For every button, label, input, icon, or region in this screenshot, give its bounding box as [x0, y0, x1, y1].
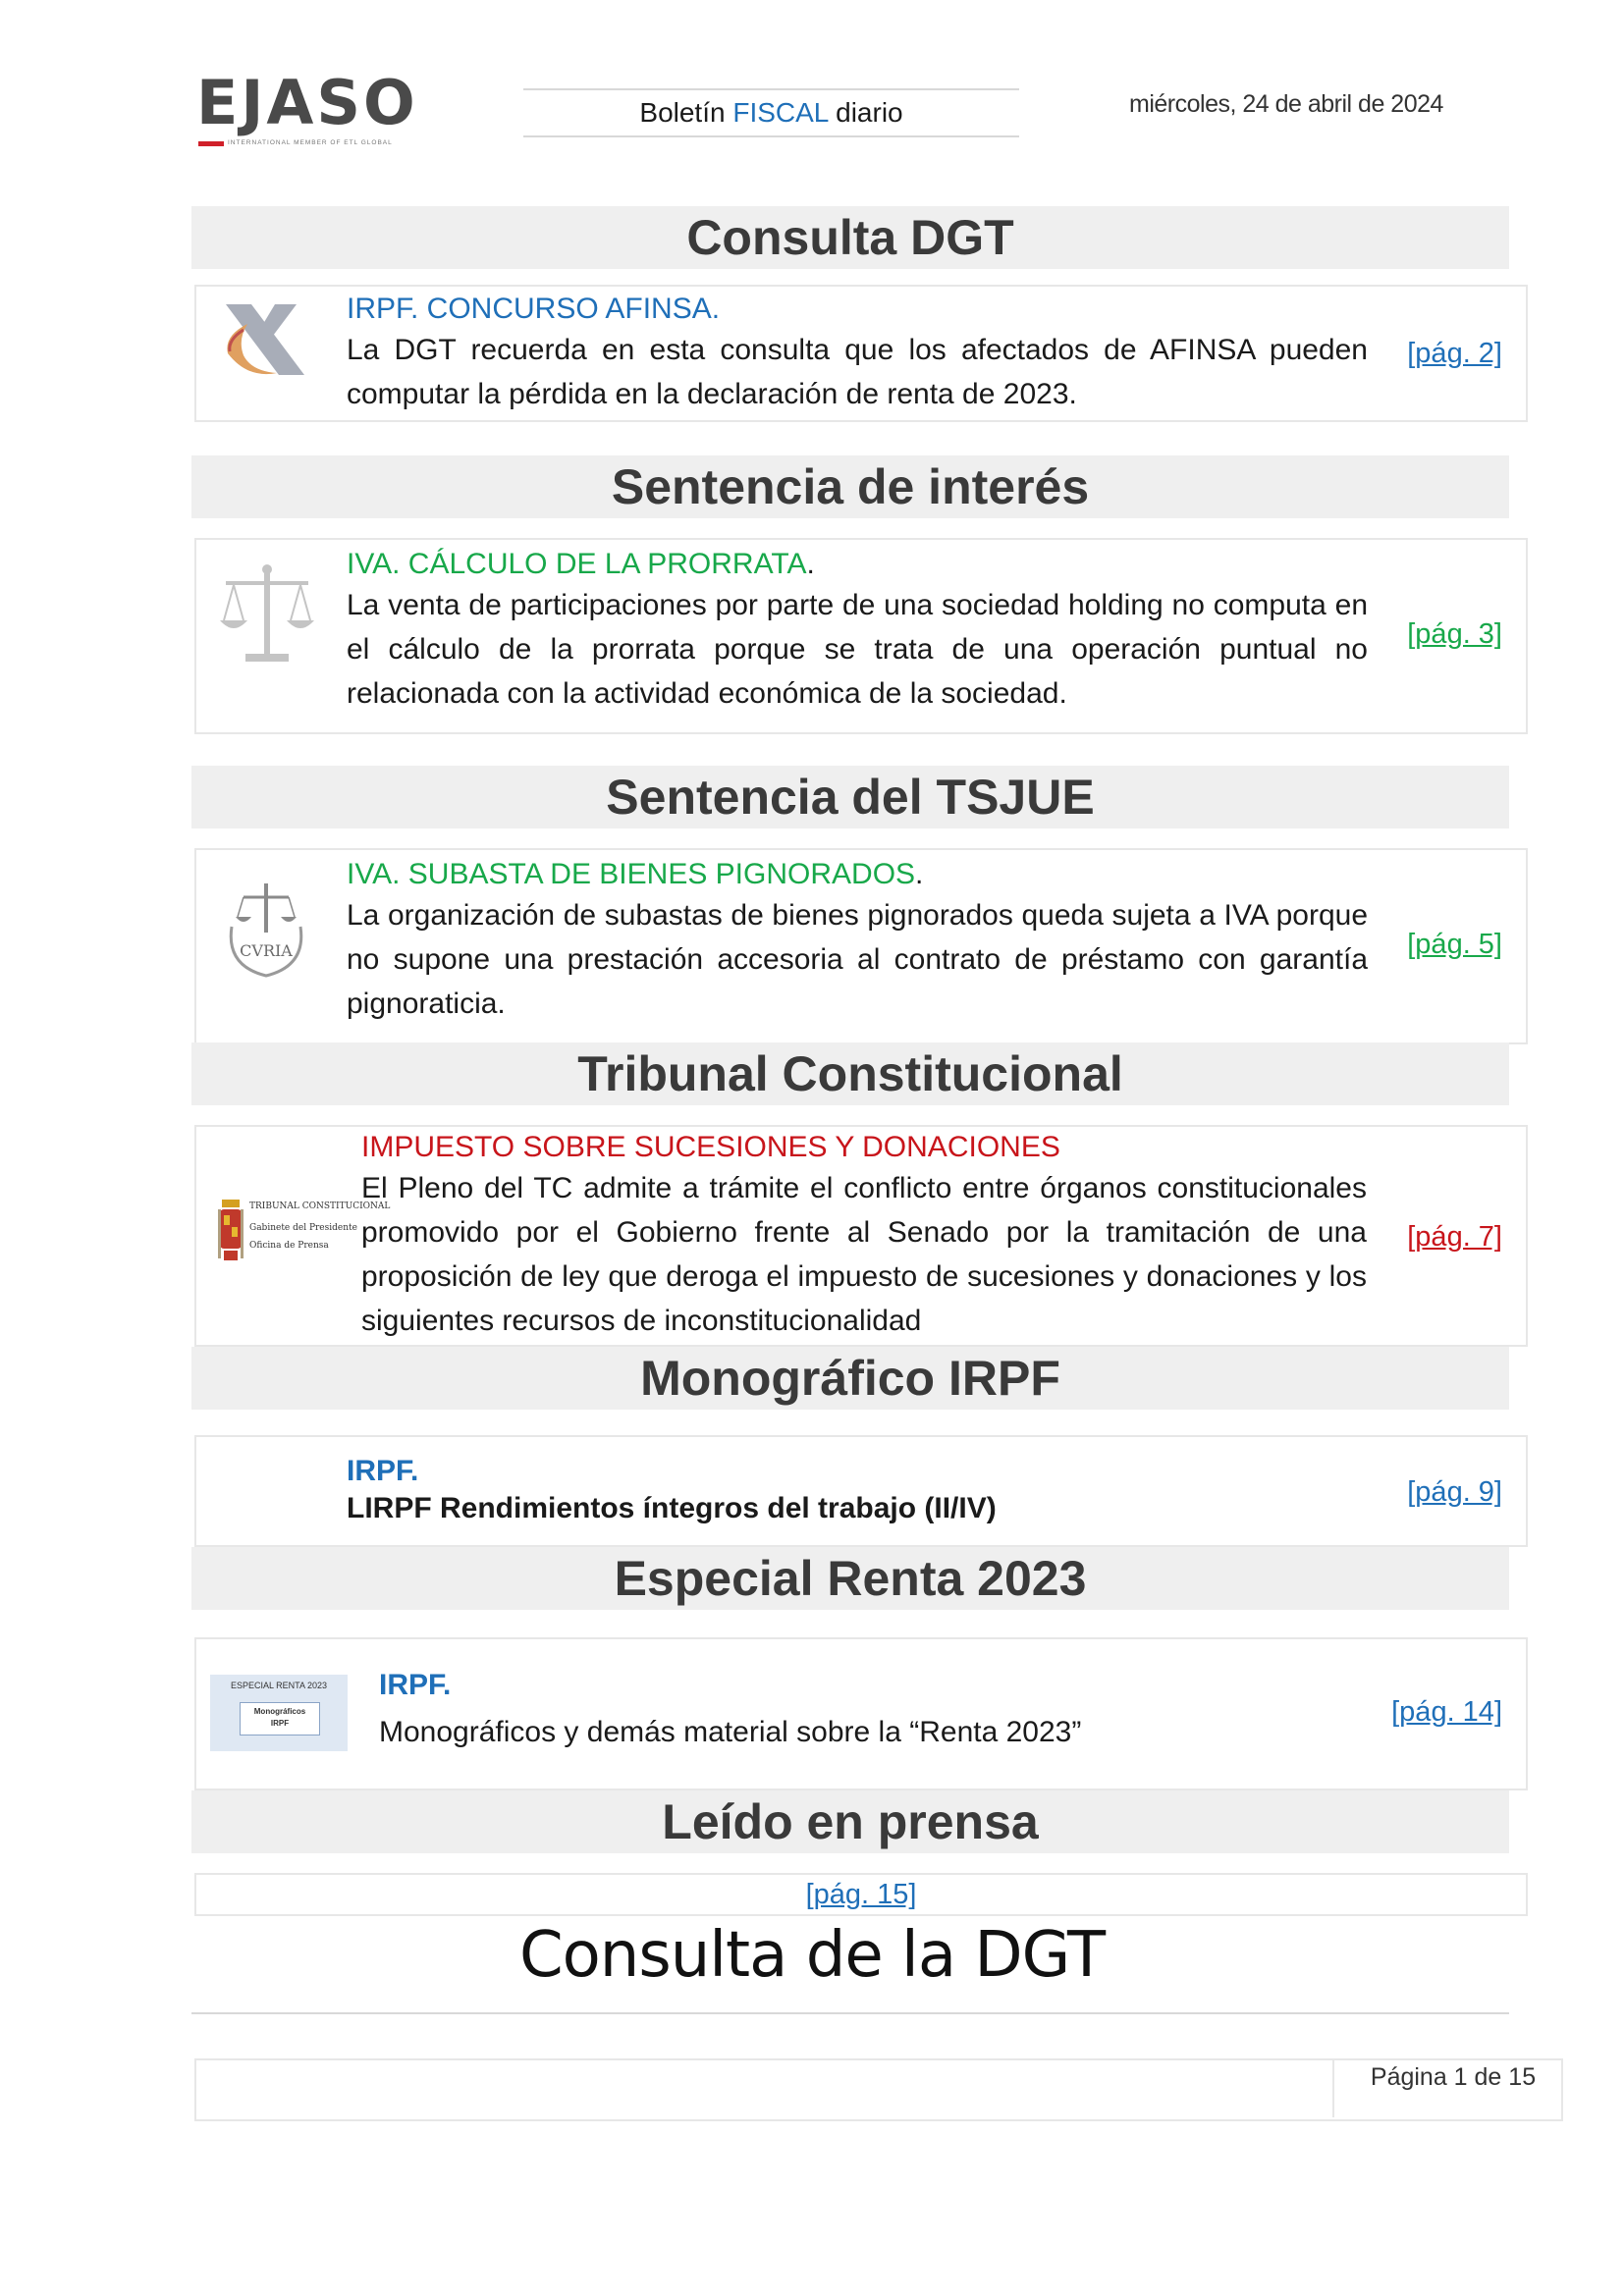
item-title: IRPF. — [347, 1455, 419, 1487]
item-title — [347, 546, 815, 583]
aeat-logo-icon — [218, 296, 312, 385]
bulletin-prefix: Boletín — [639, 97, 733, 128]
bulletin-title — [523, 88, 1019, 137]
thumbnail-title: ESPECIAL RENTA 2023 — [230, 1681, 328, 1690]
bulletin-suffix: diario — [828, 97, 903, 128]
page-link-15[interactable]: [pág. 15] — [805, 1879, 917, 1910]
tc-logo-line3: Oficina de Prensa — [249, 1241, 329, 1251]
thumbnail-button-line2: IRPF — [270, 1719, 290, 1728]
tc-logo-line1: TRIBUNAL CONSTITUCIONAL — [249, 1201, 391, 1211]
page-link-7[interactable]: [pág. 7] — [1407, 1221, 1502, 1253]
item-title-period: . — [915, 858, 924, 890]
item-sentencia-interes — [194, 538, 1528, 734]
page-link-2[interactable]: [pág. 2] — [1407, 338, 1502, 369]
logo-wordmark: EJASO — [196, 67, 418, 138]
logo-tagline: INTERNATIONAL MEMBER OF ETL GLOBAL — [228, 139, 393, 146]
item-title: IRPF. CONCURSO AFINSA. — [347, 293, 721, 325]
item-title-text: IVA. SUBASTA DE BIENES PIGNORADOS — [347, 858, 916, 890]
page-link-5[interactable]: [pág. 5] — [1407, 929, 1502, 960]
section-heading-tribunal-constitucional: Tribunal Constitucional — [191, 1042, 1509, 1105]
tc-logo — [216, 1196, 391, 1284]
section-heading-monografico-irpf: Monográfico IRPF — [191, 1347, 1509, 1410]
bulletin-date: miércoles, 24 de abril de 2024 — [1129, 90, 1443, 118]
section-heading-especial-renta: Especial Renta 2023 — [191, 1547, 1509, 1610]
item-title-text: IVA. CÁLCULO DE LA PRORRATA — [347, 548, 807, 580]
item-body: La venta de participaciones por parte de una sociedad holding no computa en el cálculo de la prorrata porque se trata de una operación puntual no relacionada con la actividad económica de la sociedad. — [347, 589, 1368, 710]
especial-renta-thumbnail — [210, 1675, 348, 1751]
item-sentencia-tsjue — [194, 848, 1528, 1044]
thumbnail-button-line1: Monográficos — [253, 1707, 306, 1716]
item-body: La organización de subastas de bienes pignorados queda sujeta a IVA porque no supone una prestación accesoria al contrato de préstamo con garantía pignoraticia. — [347, 899, 1368, 1020]
tc-logo-line2: Gabinete del Presidente — [249, 1223, 357, 1233]
scales-icon — [216, 560, 318, 667]
page-link-14[interactable]: [pág. 14] — [1391, 1696, 1502, 1728]
section-heading-consulta-dgt: Consulta DGT — [191, 206, 1509, 269]
page-number: Página 1 de 15 — [1370, 2063, 1537, 2091]
page-link-9[interactable]: [pág. 9] — [1407, 1476, 1502, 1508]
page-heading: Consulta de la DGT — [518, 1919, 1106, 1992]
footer-divider — [1332, 2058, 1334, 2117]
item-leido-prensa — [194, 1873, 1528, 1916]
cvria-logo-text: CVRIA — [240, 941, 293, 960]
item-consulta-dgt — [194, 285, 1528, 422]
thumbnail-button — [240, 1702, 320, 1735]
item-tribunal-constitucional — [194, 1125, 1528, 1347]
coat-of-arms-icon — [216, 1196, 245, 1274]
item-monografico-irpf — [194, 1435, 1528, 1547]
item-body: Monográficos y demás material sobre la “Renta 2023” — [379, 1716, 1082, 1748]
section-heading-leido-prensa: Leído en prensa — [191, 1790, 1509, 1853]
item-body: La DGT recuerda en esta consulta que los afectados de AFINSA pueden computar la pérdida en la declaración de renta de 2023. — [347, 334, 1368, 410]
page-link-3[interactable]: [pág. 3] — [1407, 618, 1502, 650]
cvria-logo-icon — [222, 878, 310, 986]
section-heading-sentencia-interes: Sentencia de interés — [191, 455, 1509, 518]
logo-red-bar — [198, 141, 224, 146]
item-title-period: . — [806, 548, 815, 580]
item-title: IMPUESTO SOBRE SUCESIONES Y DONACIONES — [361, 1131, 1060, 1163]
item-body: El Pleno del TC admite a trámite el conflicto entre órganos constitucionales promovido por el Gobierno frente al Senado por la tramitación de una proposición de ley que deroga el impuesto de sucesiones y donaciones y los siguientes recursos de inconstitucionalidad — [361, 1172, 1367, 1337]
horizontal-rule — [191, 2012, 1509, 2014]
section-heading-sentencia-tsjue: Sentencia del TSJUE — [191, 766, 1509, 828]
item-subtitle: LIRPF Rendimientos íntegros del trabajo (II/IV) — [347, 1492, 997, 1524]
item-especial-renta — [194, 1637, 1528, 1790]
item-title — [347, 856, 923, 893]
bulletin-accent: FISCAL — [732, 97, 829, 128]
ejaso-logo — [196, 67, 432, 151]
item-title: IRPF. — [379, 1669, 452, 1701]
